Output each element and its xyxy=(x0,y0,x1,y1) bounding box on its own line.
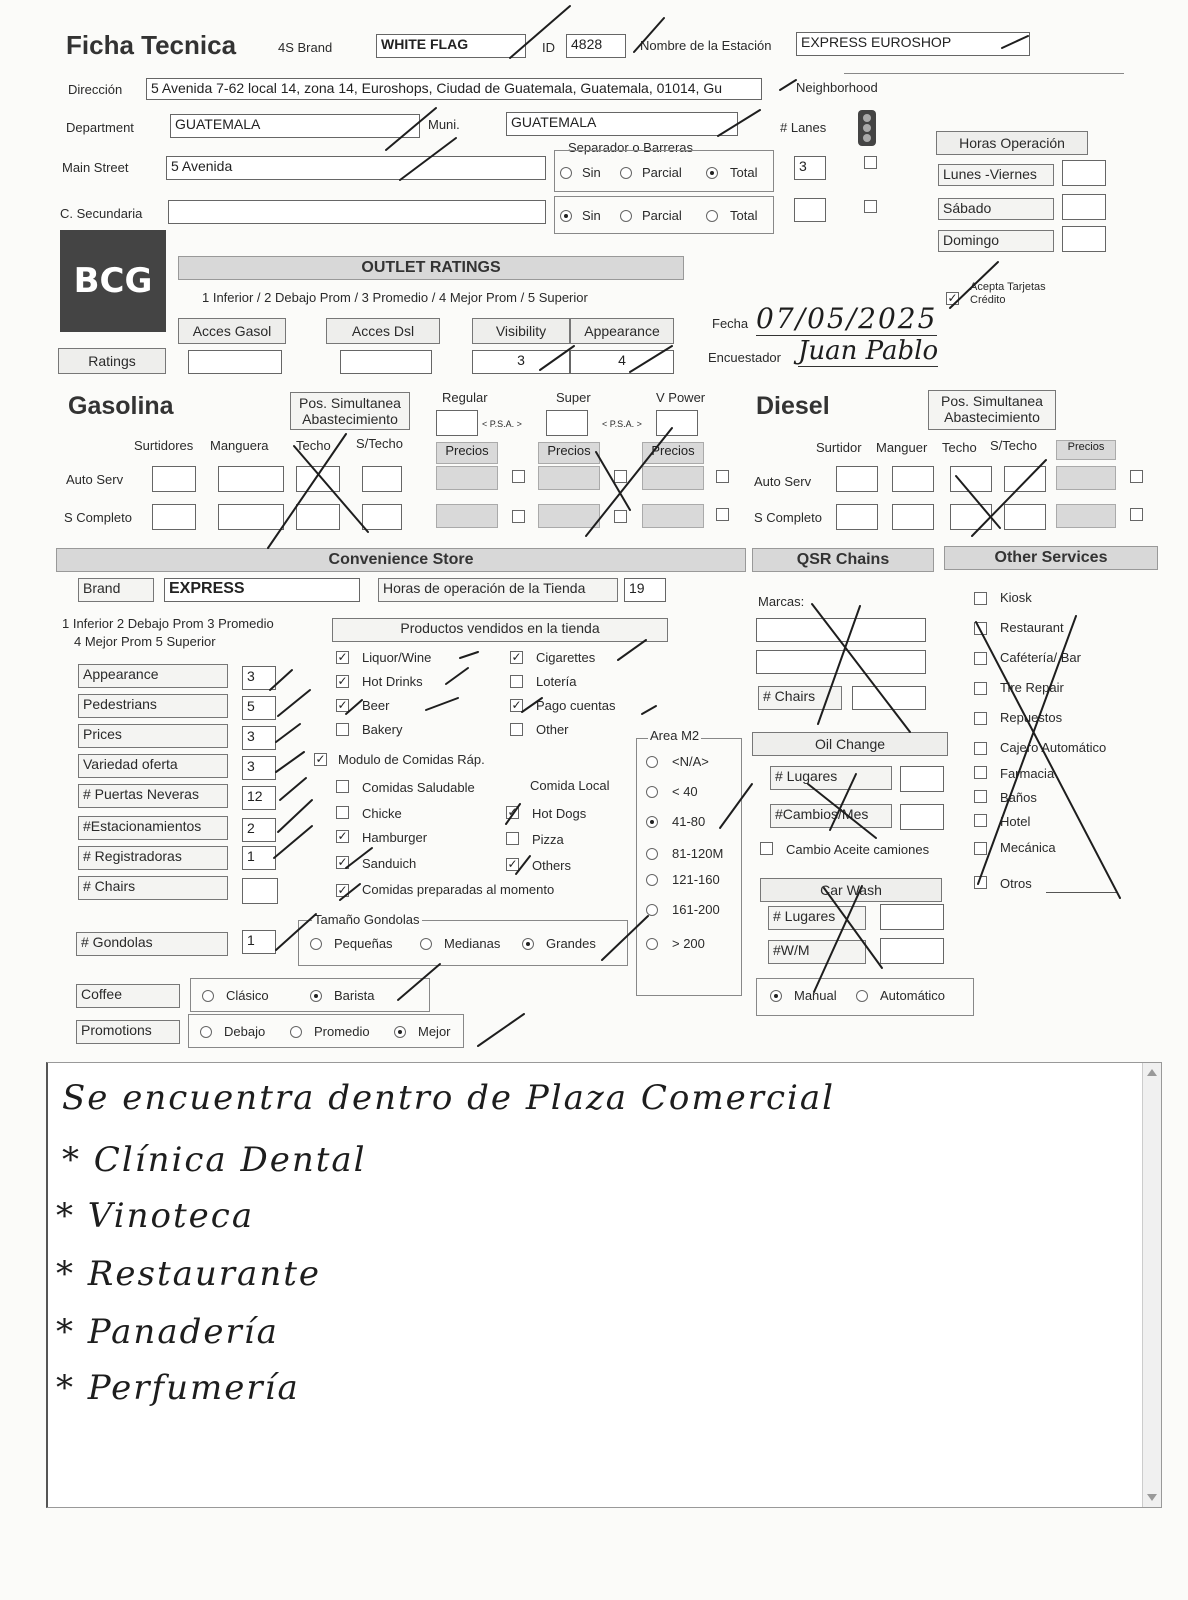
other-label: Other xyxy=(536,722,569,737)
manual-label: Manual xyxy=(794,988,837,1003)
restaurant-label: Restaurant xyxy=(1000,620,1064,635)
horas-lunes-label: Lunes -Viernes xyxy=(938,164,1054,186)
diesel-col-surtidor: Surtidor xyxy=(816,440,862,455)
ratings-button[interactable]: Ratings xyxy=(58,348,166,374)
metric-variedad-label: Variedad oferta xyxy=(78,754,228,778)
diesel-precios: Precios xyxy=(1056,440,1116,460)
diesel-col-manguer: Manguer xyxy=(876,440,928,455)
gasolina-title: Gasolina xyxy=(68,392,174,420)
others-label: Others xyxy=(532,858,572,873)
outlet-scale: 1 Inferior / 2 Debajo Prom / 3 Promedio / 4 Mejor Prom / 5 Superior xyxy=(202,290,588,305)
visibility-rating[interactable]: 3 xyxy=(472,350,570,374)
metric-chairs-label: # Chairs xyxy=(78,876,228,900)
store-scale-2: 4 Mejor Prom 5 Superior xyxy=(74,634,216,649)
store-horas-field[interactable]: 19 xyxy=(624,578,666,602)
pequenas-label: Pequeñas xyxy=(334,936,393,951)
pago-cuentas-label: Pago cuentas xyxy=(536,698,616,713)
metric-appearance-field[interactable]: 3 xyxy=(242,666,276,690)
medianas-label: Medianas xyxy=(444,936,501,951)
store-horas-label: Horas de operación de la Tienda xyxy=(378,578,618,602)
car-wash-button[interactable]: Car Wash xyxy=(760,878,942,902)
note-line-1: Se encuentra dentro de Plaza Comercial xyxy=(62,1078,836,1118)
convenience-store-header: Convenience Store xyxy=(56,548,746,572)
main-street-field[interactable]: 5 Avenida xyxy=(166,156,546,180)
area-81-120-label: 81-120M xyxy=(672,846,724,861)
metric-estacionamientos-field[interactable]: 2 xyxy=(242,818,276,842)
clasico-label: Clásico xyxy=(226,988,269,1003)
metric-registradoras-label: # Registradoras xyxy=(78,846,228,870)
hot-dogs-checkbox[interactable]: ✓ xyxy=(507,805,518,819)
store-brand-field[interactable]: EXPRESS xyxy=(164,578,360,602)
acces-gasol-button[interactable]: Acces Gasol xyxy=(178,318,286,344)
metric-estacionamientos-label: #Estacionamientos xyxy=(78,816,228,840)
area-na-label: <N/A> xyxy=(672,754,709,769)
horas-operacion-button[interactable]: Horas Operación xyxy=(936,131,1088,155)
gas-precios-1: Precios xyxy=(436,442,498,464)
horas-domingo-label: Domingo xyxy=(938,230,1054,252)
oil-lugares-label: # Lugares xyxy=(770,766,892,790)
fecha-value[interactable]: 07/05/2025 xyxy=(756,302,938,335)
psa-label-1: < P.S.A. > xyxy=(482,419,522,429)
metric-pedestrians-field[interactable]: 5 xyxy=(242,696,276,720)
comida-local-label: Comida Local xyxy=(530,778,610,793)
gas-row-auto-serv: Auto Serv xyxy=(66,472,124,487)
area-m2-title: Area M2 xyxy=(650,728,700,743)
grandes-label: Grandes xyxy=(546,936,596,951)
otros-label: Otros xyxy=(1000,876,1032,891)
promotions-label: Promotions xyxy=(76,1020,180,1044)
chicke-label: Chicke xyxy=(362,806,402,821)
beer-label: Beer xyxy=(362,698,390,713)
metric-puertas-field[interactable]: 12 xyxy=(242,786,276,810)
diesel-col-stecho: S/Techo xyxy=(990,438,1037,453)
mejor-label: Mejor xyxy=(418,1024,451,1039)
others-checkbox[interactable]: ✓ xyxy=(507,857,518,871)
metric-pedestrians-label: Pedestrians xyxy=(78,694,228,718)
farmacia-label: Farmacia xyxy=(1000,766,1055,781)
area-41-80-label: 41-80 xyxy=(672,814,706,829)
pago-cuentas-checkbox[interactable]: ✓ xyxy=(511,698,522,712)
gondolas-label: # Gondolas xyxy=(76,932,228,956)
muni-label: Muni. xyxy=(428,117,460,132)
separador2-total-label: Total xyxy=(730,208,758,223)
sanduich-label: Sanduich xyxy=(362,856,417,871)
muni-field[interactable]: GUATEMALA xyxy=(506,112,738,136)
marcas-label: Marcas: xyxy=(758,594,805,609)
productos-header: Productos vendidos en la tienda xyxy=(332,618,668,642)
department-label: Department xyxy=(66,120,134,135)
coffee-label: Coffee xyxy=(76,984,180,1008)
acces-dsl-button[interactable]: Acces Dsl xyxy=(326,318,440,344)
qsr-chairs-label: # Chairs xyxy=(758,686,842,710)
modulo-comidas-label: Modulo de Comidas Ráp. xyxy=(338,752,485,767)
banos-label: Baños xyxy=(1000,790,1037,805)
gas-precios-2: Precios xyxy=(538,442,600,464)
area-lt40-label: < 40 xyxy=(672,784,698,799)
barista-label: Barista xyxy=(334,988,375,1003)
hamburger-checkbox[interactable]: ✓ xyxy=(337,829,348,843)
gas-row-s-completo: S Completo xyxy=(64,510,132,525)
hot-drinks-label: Hot Drinks xyxy=(362,674,423,689)
regular-label: Regular xyxy=(442,390,488,405)
visibility-button[interactable]: Visibility xyxy=(472,318,570,344)
main-street-label: Main Street xyxy=(62,160,129,175)
tarjetas-label: Acepta Tarjetas Crédito xyxy=(970,281,1046,306)
pizza-label: Pizza xyxy=(532,832,564,847)
store-brand-label: Brand xyxy=(78,578,154,602)
brand-label: 4S Brand xyxy=(278,40,333,55)
metric-prices-field[interactable]: 3 xyxy=(242,726,276,750)
bcg-logo: BCG xyxy=(60,230,166,332)
gondolas-field[interactable]: 1 xyxy=(242,930,276,954)
liquor-label: Liquor/Wine xyxy=(362,650,432,665)
tamano-gondolas-title: Tamaño Gondolas xyxy=(314,912,420,927)
comidas-preparadas-checkbox[interactable]: ✓ xyxy=(337,883,348,897)
cafeteria-label: Cafétería/ Bar xyxy=(1000,650,1081,665)
department-field[interactable]: GUATEMALA xyxy=(170,114,420,138)
store-scale-1: 1 Inferior 2 Debajo Prom 3 Promedio xyxy=(62,616,274,631)
separador2-sin-label: Sin xyxy=(582,208,601,223)
separador2-parcial-label: Parcial xyxy=(642,208,682,223)
secundaria-label: C. Secundaria xyxy=(60,206,143,221)
note-line-6: * Perfumería xyxy=(56,1368,300,1408)
kiosk-label: Kiosk xyxy=(1000,590,1032,605)
hot-dogs-label: Hot Dogs xyxy=(532,806,587,821)
diesel-col-techo: Techo xyxy=(942,440,977,455)
id-field[interactable]: 4828 xyxy=(566,34,626,58)
tire-repair-label: Tire Repair xyxy=(1000,680,1064,695)
note-line-5: * Panadería xyxy=(56,1312,279,1352)
station-field[interactable]: EXPRESS EUROSHOP xyxy=(796,32,1030,56)
separador-title: Separador o Barreras xyxy=(568,140,694,155)
fecha-label: Fecha xyxy=(712,316,749,331)
carwash-wm-label: #W/M xyxy=(768,940,866,964)
page-title: Ficha Tecnica xyxy=(66,30,237,60)
cajero-label: Cajero Automático xyxy=(1000,740,1107,755)
psa-label-2: < P.S.A. > xyxy=(602,419,642,429)
super-label: Super xyxy=(556,390,591,405)
debajo-label: Debajo xyxy=(224,1024,266,1039)
beer-checkbox[interactable]: ✓ xyxy=(337,698,348,712)
hot-drinks-checkbox[interactable]: ✓ xyxy=(337,674,348,688)
promedio-label: Promedio xyxy=(314,1024,370,1039)
diesel-pos-simultanea: Pos. Simultanea Abastecimiento xyxy=(928,390,1056,430)
metric-puertas-label: # Puertas Neveras xyxy=(78,784,228,808)
separador1-parcial-label: Parcial xyxy=(642,165,682,180)
gas-col-manguera: Manguera xyxy=(210,438,269,453)
gas-col-surtidores: Surtidores xyxy=(134,438,194,453)
oil-change-button[interactable]: Oil Change xyxy=(752,732,948,756)
carwash-lugares-label: # Lugares xyxy=(768,906,866,930)
metric-appearance-label: Appearance xyxy=(78,664,228,688)
separador1-total-label: Total xyxy=(730,165,758,180)
gas-precios-3: Precios xyxy=(642,442,704,464)
qsr-chains-header: QSR Chains xyxy=(752,548,934,572)
encuestador-value[interactable]: Juan Pablo xyxy=(798,336,939,366)
bakery-label: Bakery xyxy=(362,722,403,737)
modulo-comidas-checkbox[interactable]: ✓ xyxy=(315,752,326,766)
comidas-preparadas-label: Comidas preparadas al momento xyxy=(362,882,555,897)
area-161-200-label: 161-200 xyxy=(672,902,720,917)
area-121-160-label: 121-160 xyxy=(672,872,720,887)
diesel-row-auto-serv: Auto Serv xyxy=(754,474,812,489)
area-gt200-label: > 200 xyxy=(672,936,705,951)
station-label: Nombre de la Estación xyxy=(640,38,772,53)
sanduich-checkbox[interactable]: ✓ xyxy=(337,855,348,869)
direccion-field[interactable]: 5 Avenida 7-62 local 14, zona 14, Euroshops, Ciudad de Guatemala, Guatemala, 01014, Gu xyxy=(146,78,762,100)
note-line-2: * Clínica Dental xyxy=(62,1140,367,1180)
brand-field[interactable]: WHITE FLAG xyxy=(376,34,526,58)
loteria-label: Lotería xyxy=(536,674,577,689)
cambio-aceite-label: Cambio Aceite camiones xyxy=(786,842,930,857)
horas-sabado-label: Sábado xyxy=(938,198,1054,220)
metric-prices-label: Prices xyxy=(78,724,228,748)
appearance-rating[interactable]: 4 xyxy=(570,350,674,374)
neighborhood-label: Neighborhood xyxy=(796,80,878,95)
id-label: ID xyxy=(542,40,555,55)
automatico-label: Automático xyxy=(880,988,946,1003)
repuestos-label: Repuestos xyxy=(1000,710,1063,725)
liquor-checkbox[interactable]: ✓ xyxy=(337,650,348,664)
comidas-saludable-label: Comidas Saludable xyxy=(362,780,475,795)
separador1-sin-label: Sin xyxy=(582,165,601,180)
diesel-title: Diesel xyxy=(756,392,830,420)
appearance-button[interactable]: Appearance xyxy=(570,318,674,344)
mecanica-label: Mecánica xyxy=(1000,840,1056,855)
lanes-field[interactable]: 3 xyxy=(794,156,826,180)
oil-cambios-label: #Cambios/Mes xyxy=(770,804,892,828)
gas-col-techo: Techo xyxy=(296,438,331,453)
hotel-label: Hotel xyxy=(1000,814,1031,829)
note-line-4: * Restaurante xyxy=(56,1254,322,1294)
other-services-header: Other Services xyxy=(944,546,1158,570)
tarjetas-checkbox[interactable]: ✓ xyxy=(947,291,958,305)
note-line-3: * Vinoteca xyxy=(56,1196,255,1236)
outlet-ratings-header: OUTLET RATINGS xyxy=(178,256,684,280)
lanes-label: # Lanes xyxy=(780,120,827,135)
cigarettes-label: Cigarettes xyxy=(536,650,596,665)
encuestador-label: Encuestador xyxy=(708,350,781,365)
direccion-label: Dirección xyxy=(68,82,123,97)
metric-registradoras-field[interactable]: 1 xyxy=(242,846,276,870)
metric-variedad-field[interactable]: 3 xyxy=(242,756,276,780)
gasolina-pos-simultanea: Pos. Simultanea Abastecimiento xyxy=(290,392,410,430)
vpower-label: V Power xyxy=(656,390,706,405)
cigarettes-checkbox[interactable]: ✓ xyxy=(511,650,522,664)
hamburger-label: Hamburger xyxy=(362,830,428,845)
diesel-row-s-completo: S Completo xyxy=(754,510,822,525)
gas-col-stecho: S/Techo xyxy=(356,436,403,451)
